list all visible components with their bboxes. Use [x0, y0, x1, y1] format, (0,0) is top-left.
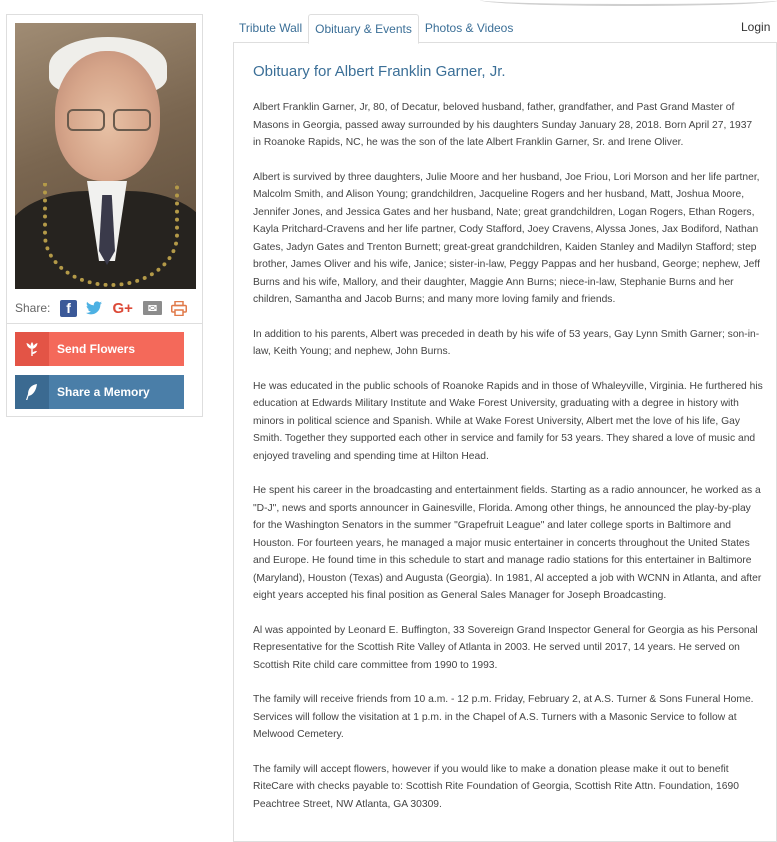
- obituary-title: Obituary for Albert Franklin Garner, Jr.: [253, 63, 506, 80]
- obituary-paragraph: Albert is survived by three daughters, Julie Moore and her husband, Joe Friou, Lori Morson and her life partner, Malcolm Smith, and Alison Young; grandchildren, Jacqueline Rogers and her husband, Matt, Joshua Moore, Jennifer Jones, and Jessica Gates and her husband, Nate; great grandchildren, Logan Rogers, Ethan Rogers, Kayla Pritchard-Cravens and her life partner, Cody Stafford, Joey Cravens, Alyssa Jones, Jax Bodiford, Nathan Gates, Jadyn Gates and Trenton Burnett; great-great grandchildren, Kaiden Stanley and Madilyn Stafford; step brother, James Oliver and his wife, Janice; sister-in-law, Peggy Pappas and her husband, George; nephew, Jeff Burns and his wife, Mallory, and their daughter, Maggie Ann Burns; niece-in-law, Stephanie Burns and her children, Samantha and Jacob Burns; and many more loving family and friends.: [253, 171, 760, 305]
- print-icon[interactable]: [171, 300, 187, 317]
- obituary-paragraph: The family will accept flowers, however if you would like to make a donation please make it out to benefit RiteCare with checks payable to: Scottish Rite Foundation of Georgia, Scottish Rite Attn. Foundation, 1690 Peachtree Street, NW Atlanta, GA 30309.: [253, 763, 739, 810]
- sidebar: [6, 14, 203, 417]
- login-link[interactable]: Login: [741, 20, 771, 34]
- obituary-paragraph: Albert Franklin Garner, Jr, 80, of Decatur, beloved husband, father, grandfather, and Past Grand Master of Masons in Georgia, passed away surrounded by his daughters Sunday January 28, 2018. Born April 27, 1937 in Roanoke Rapids, NC, he was the son of the late Albert Franklin Garner, Sr. and Irene Oliver.: [253, 102, 753, 148]
- tab-obituary-events[interactable]: Obituary & Events: [308, 14, 419, 44]
- tab-photos-videos[interactable]: Photos & Videos: [424, 21, 514, 35]
- portrait-photo: [15, 23, 196, 289]
- facebook-icon[interactable]: f: [60, 300, 76, 317]
- email-icon[interactable]: ✉: [143, 301, 161, 315]
- feather-icon: [15, 375, 49, 409]
- share-row: [15, 297, 196, 319]
- tab-bar: [233, 14, 519, 42]
- send-flowers-label: Send Flowers: [57, 342, 136, 356]
- flower-icon: [15, 332, 49, 366]
- obituary-panel: [233, 42, 777, 842]
- google-plus-icon[interactable]: G+: [112, 299, 133, 317]
- obituary-paragraph: In addition to his parents, Albert was preceded in death by his wife of 53 years, Gay Lynn Smith Garner; son-in-law, Keith Young; and nephew, John Burns.: [253, 328, 760, 357]
- twitter-icon[interactable]: [86, 300, 102, 317]
- obituary-body: [253, 99, 763, 830]
- share-label: Share:: [15, 301, 51, 315]
- obituary-paragraph: He spent his career in the broadcasting and entertainment fields. Starting as a radio announcer, he worked as a "D-J", news and sports announcer in Gainesville, Florida. Among other things, he announced the play-by-play for the Washington Senators in the summer "Grapefruit League" and later college sports in Baltimore and Houston. For fourteen years, he managed a major music entertainer in concerts throughout the United States and Europe. He found time in this schedule to start and manage radio stations for this entertainer in Baltimore (Maryland), Houston (Texas) and Augusta (Georgia). In 1981, Al accepted a job with WCNN in Atlanta, and after eight years accepted his final position as General Sales Manager for Joseph Broadcasting.: [253, 485, 762, 601]
- obituary-paragraph: He was educated in the public schools of Roanoke Rapids and in those of Whaleyville, Virginia. He furthered his education at Edwards Military Institute and Wake Forest University, graduating with a degree in history with minors in political science and Spanish. While at Wake Forest University, Albert met the love of his life, Gay Smith. Together they supported each other in service and family for 53 years. They shared a love of music and enjoyed traveling and spending time at Hilton Head.: [253, 380, 763, 462]
- obituary-paragraph: The family will receive friends from 10 a.m. - 12 p.m. Friday, February 2, at A.S. Turner & Sons Funeral Home. Services will follow the visitation at 1 p.m. in the Chapel of A.S. Turners with a Masonic Service to follow at Melwood Cemetery.: [253, 694, 754, 740]
- tab-tribute-wall[interactable]: Tribute Wall: [239, 21, 303, 35]
- obituary-paragraph: Al was appointed by Leonard E. Buffington, 33 Sovereign Grand Inspector General for Georgia as his Personal Representative for the Scottish Rite Valley of Atlanta in 2003. He served until 2017, 14 years. He served on Scottish Rite child care committee from 1990 to 1993.: [253, 624, 758, 671]
- header-swoosh: [480, 0, 777, 6]
- share-memory-label: Share a Memory: [57, 385, 150, 399]
- send-flowers-button[interactable]: [15, 332, 184, 366]
- share-memory-button[interactable]: [15, 375, 184, 409]
- sidebar-divider: [7, 323, 202, 324]
